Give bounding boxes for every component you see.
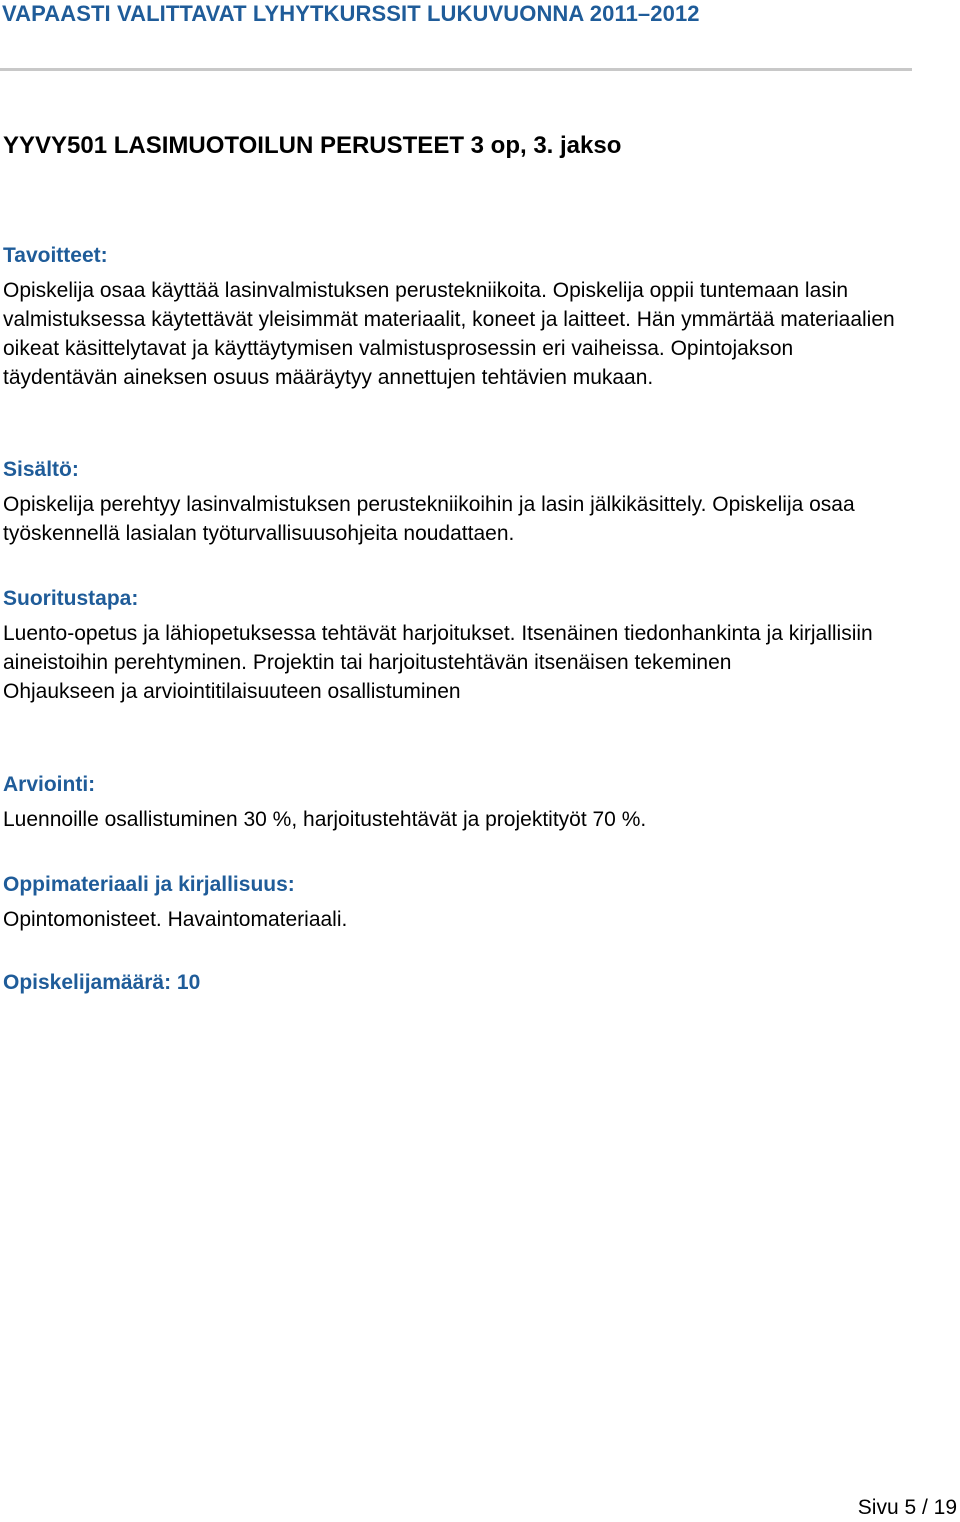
section-materials (3, 870, 903, 934)
assessment-heading: Arviointi: (3, 773, 96, 796)
section-assessment (3, 770, 903, 834)
section-content (3, 455, 903, 548)
page-number: Sivu 5 / 19 (857, 1496, 957, 1519)
content-text: Opiskelija perehtyy lasinvalmistuksen perustekniikoihin ja lasin jälkikäsittely. Opiskelija osaa työskennellä lasialan työturvallisuusohjeita noudattaen. (3, 493, 855, 545)
method-text-2: Ohjaukseen ja arviointitilaisuuteen osallistuminen (3, 680, 461, 703)
materials-heading: Oppimateriaali ja kirjallisuus: (3, 873, 295, 896)
document-header-title: VAPAASTI VALITTAVAT LYHYTKURSSIT LUKUVUONNA 2011–2012 (2, 1, 700, 26)
goals-text: Opiskelija osaa käyttää lasinvalmistuksen perustekniikoita. Opiskelija oppii tuntemaan lasin valmistuksessa käytettävät yleisimmät materiaalit, koneet ja laitteet. Hän ymmärtää materiaalien oikeat käsittelytavat ja käyttäytymisen valmistusprosessin eri vaiheissa. Opintojakson täydentävän aineksen osuus määräytyy annettujen tehtävien mukaan. (3, 279, 895, 389)
method-heading: Suoritustapa: (3, 587, 139, 610)
assessment-text: Luennoille osallistuminen 30 %, harjoitustehtävät ja projektityöt 70 %. (3, 808, 647, 831)
section-goals (3, 241, 903, 392)
method-text: Luento-opetus ja lähiopetuksessa tehtävät harjoitukset. Itsenäinen tiedonhankinta ja kirjallisiin aineistoihin perehtyminen. Projektin tai harjoitustehtävän itsenäisen tekeminen (3, 622, 873, 674)
goals-heading: Tavoitteet: (3, 244, 108, 267)
course-title: YYVY501 LASIMUOTOILUN PERUSTEET 3 op, 3. jakso (3, 132, 622, 159)
section-method (3, 584, 903, 706)
materials-text: Opintomonisteet. Havaintomateriaali. (3, 908, 348, 931)
header-divider (0, 68, 912, 71)
content-heading: Sisältö: (3, 458, 79, 481)
student-count: Opiskelijamäärä: 10 (3, 971, 201, 994)
